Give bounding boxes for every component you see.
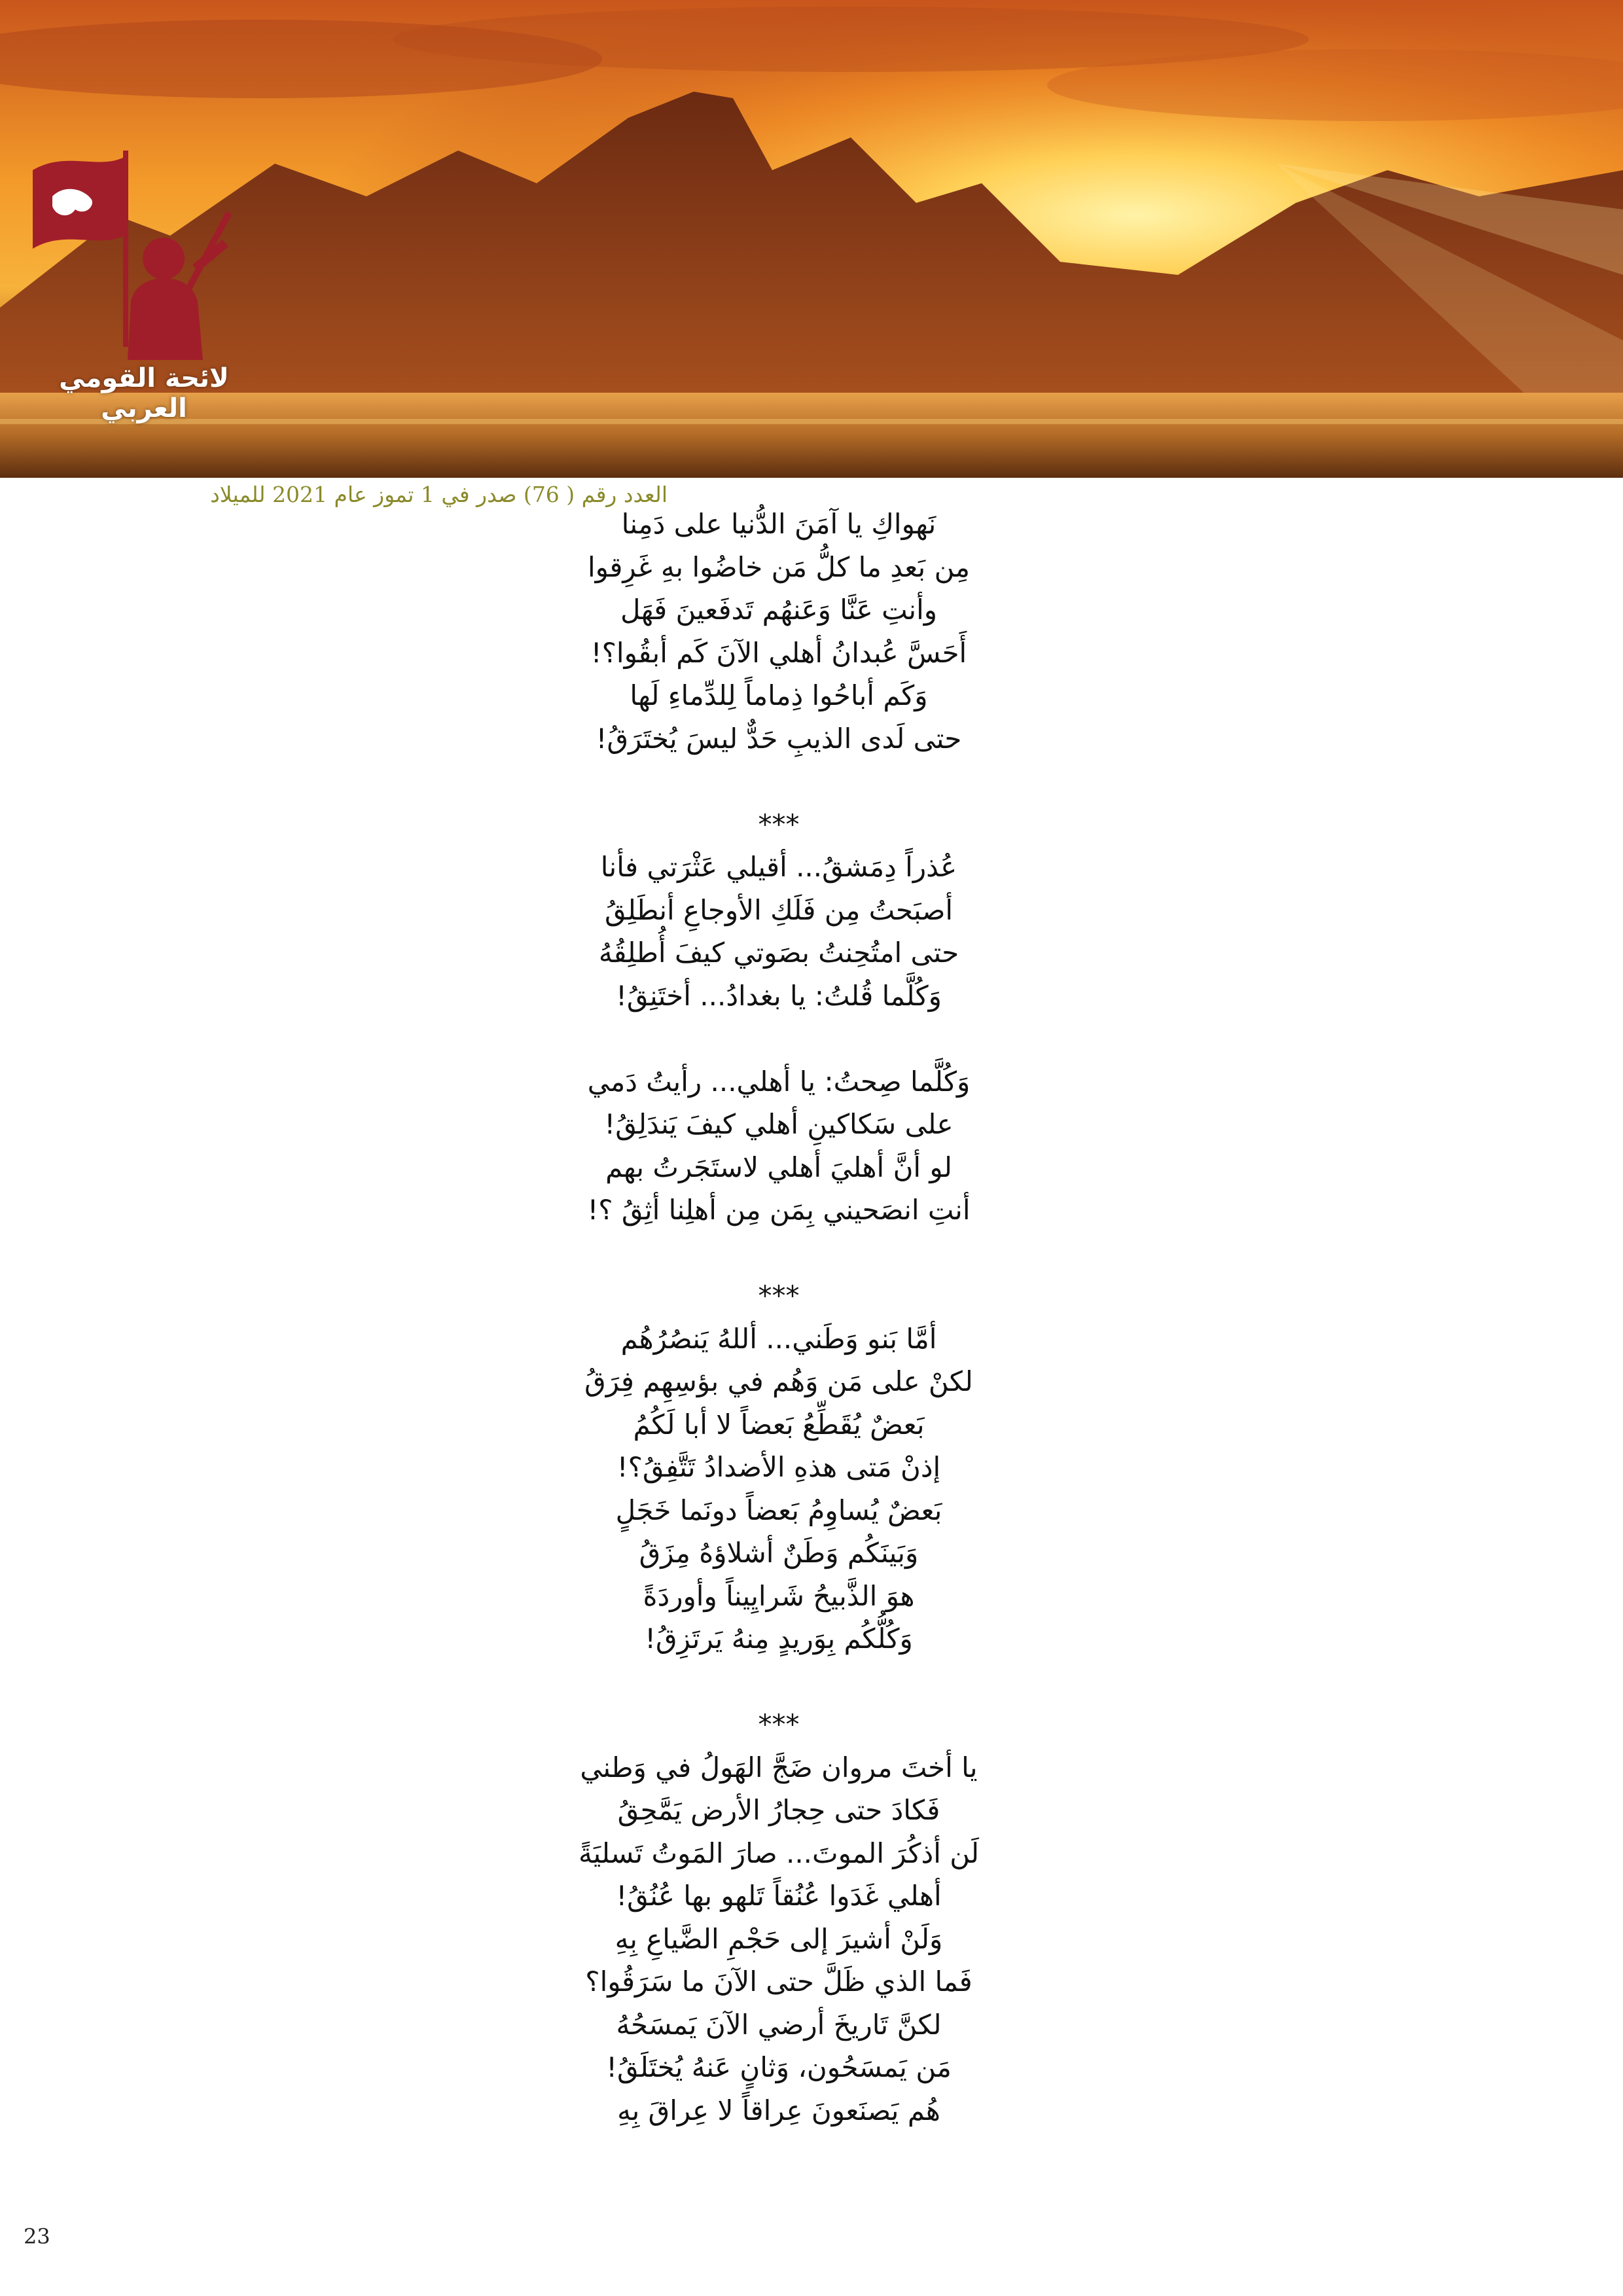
poem-line: وَلَنْ أشيرَ إلى حَجْمِ الضَّياعِ بِهِ <box>615 1922 943 1955</box>
poem-line: لو أنَّ أهليَ أهلي لاستَجَرتُ بهم <box>605 1151 952 1183</box>
poem-line: إذنْ مَتى هذهِ الأضدادُ تَتَّفِقُ؟! <box>616 1451 941 1483</box>
poem-line: أنتِ انصَحيني بِمَن مِن أهلِنا أثِقُ ؟! <box>587 1194 971 1226</box>
poem-line: لكنَّ تَاريخَ أرضي الآنَ يَمسَحُهُ <box>616 2008 942 2041</box>
poem-line: هُم يَصنَعونَ عِراقاً لا عِراقَ بِهِ <box>617 2094 940 2126</box>
poem-line: أصبَحتُ مِن فَلَكِ الأوجاعِ أنطَلِقُ <box>604 893 954 926</box>
stanza-gap <box>484 1660 1073 1704</box>
poem-line: وَكُلُّكُم بِوَريدٍ مِنهُ يَرتَزِقُ! <box>645 1623 913 1655</box>
poem-line: عُذراً دِمَشقُ... أقيلي عَثْرَتي فأنا <box>600 851 957 883</box>
poem-line: على سَكاكينِ أهلي كيفَ يَندَلِقُ! <box>604 1108 954 1140</box>
issue-line: العدد رقم ( 76) صدر في 1 تموز عام 2021 للميلاد <box>210 482 668 507</box>
poem <box>484 503 1073 2132</box>
logo-text: لائحة القومي العربي <box>59 363 229 423</box>
stanza-gap <box>484 1232 1073 1275</box>
poem-line: وَكُلَّما صِحتُ: يا أهلي... رأيتُ دَمي <box>587 1065 971 1098</box>
stanza-gap <box>484 760 1073 803</box>
poem-line: وَكَم أباحُوا ذِماماً لِلدِّماءِ لَها <box>630 679 928 711</box>
poem-line: هوَ الذَّبيحُ شَرايِيناً وأوردَةً <box>643 1579 915 1612</box>
poem-line: أهلي غَدَوا عُنُقاً تَلهو بها عُنُقُ! <box>616 1880 942 1912</box>
poem-line: بَعضٌ يُقَطِّعُ بَعضاً لا أبا لَكُمُ <box>633 1408 925 1441</box>
stanza-separator: *** <box>758 808 800 840</box>
flag-bearer-icon <box>13 144 275 399</box>
poem-line: مَن يَمسَحُون، وَثانٍ عَنهُ يُختَلَقُ! <box>606 2051 952 2083</box>
poem-line: مِن بَعدِ ما كلُّ مَن خاضُوا بهِ غَرِقوا <box>587 550 971 583</box>
poem-line: أمَّا بَنو وَطَني... أللهُ يَنصُرُهُم <box>620 1322 937 1355</box>
poem-line: حتى لَدى الذيبِ حَدٌّ ليسَ يُختَرَقُ! <box>596 722 962 755</box>
poem-line: لَن أذكُرَ الموتَ... صارَ المَوتُ تَسليَةً <box>578 1837 980 1869</box>
poem-line: لكنْ على مَن وَهُم في بؤسِهِم فِرَقُ <box>584 1365 973 1397</box>
page-number: 23 <box>24 2224 50 2249</box>
poem-line: أَحَسَّ عُبدانُ أهلي الآنَ كَم أبقُوا؟! <box>590 636 967 669</box>
poem-line: فَما الذي ظَلَّ حتى الآنَ ما سَرَقُوا؟ <box>585 1965 972 1998</box>
header-banner <box>0 0 1623 478</box>
stanza-separator: *** <box>758 1708 800 1740</box>
poem-line: وَكُلَّما قُلتُ: يا بغدادُ... أختَنِقُ! <box>616 979 942 1012</box>
poem-line: يا أختَ مروان ضَجَّ الهَولُ في وَطني <box>580 1751 978 1784</box>
poem-line: فَكادَ حتى حِجارُ الأرض يَمَّحِقُ <box>617 1794 940 1826</box>
poem-line: حتى امتُحِنتُ بصَوتي كيفَ أُطلِقُهُ <box>598 937 959 969</box>
poem-line: نَهواكِ يا آمَنَ الدُّنيا على دَمِنا <box>621 508 936 540</box>
logo <box>13 144 275 399</box>
stanza-gap <box>484 1017 1073 1060</box>
poem-line: وأنتِ عَنَّا وَعَنهُم تَدفَعينَ فَهَل <box>620 594 938 626</box>
stanza-separator: *** <box>758 1280 800 1312</box>
poem-line: بَعضٌ يُساوِمُ بَعضاً دونَما خَجَلٍ <box>615 1494 942 1526</box>
poem-line: وَبَينَكُم وَطَنٌ أشلاؤهُ مِزَقُ <box>639 1537 919 1569</box>
